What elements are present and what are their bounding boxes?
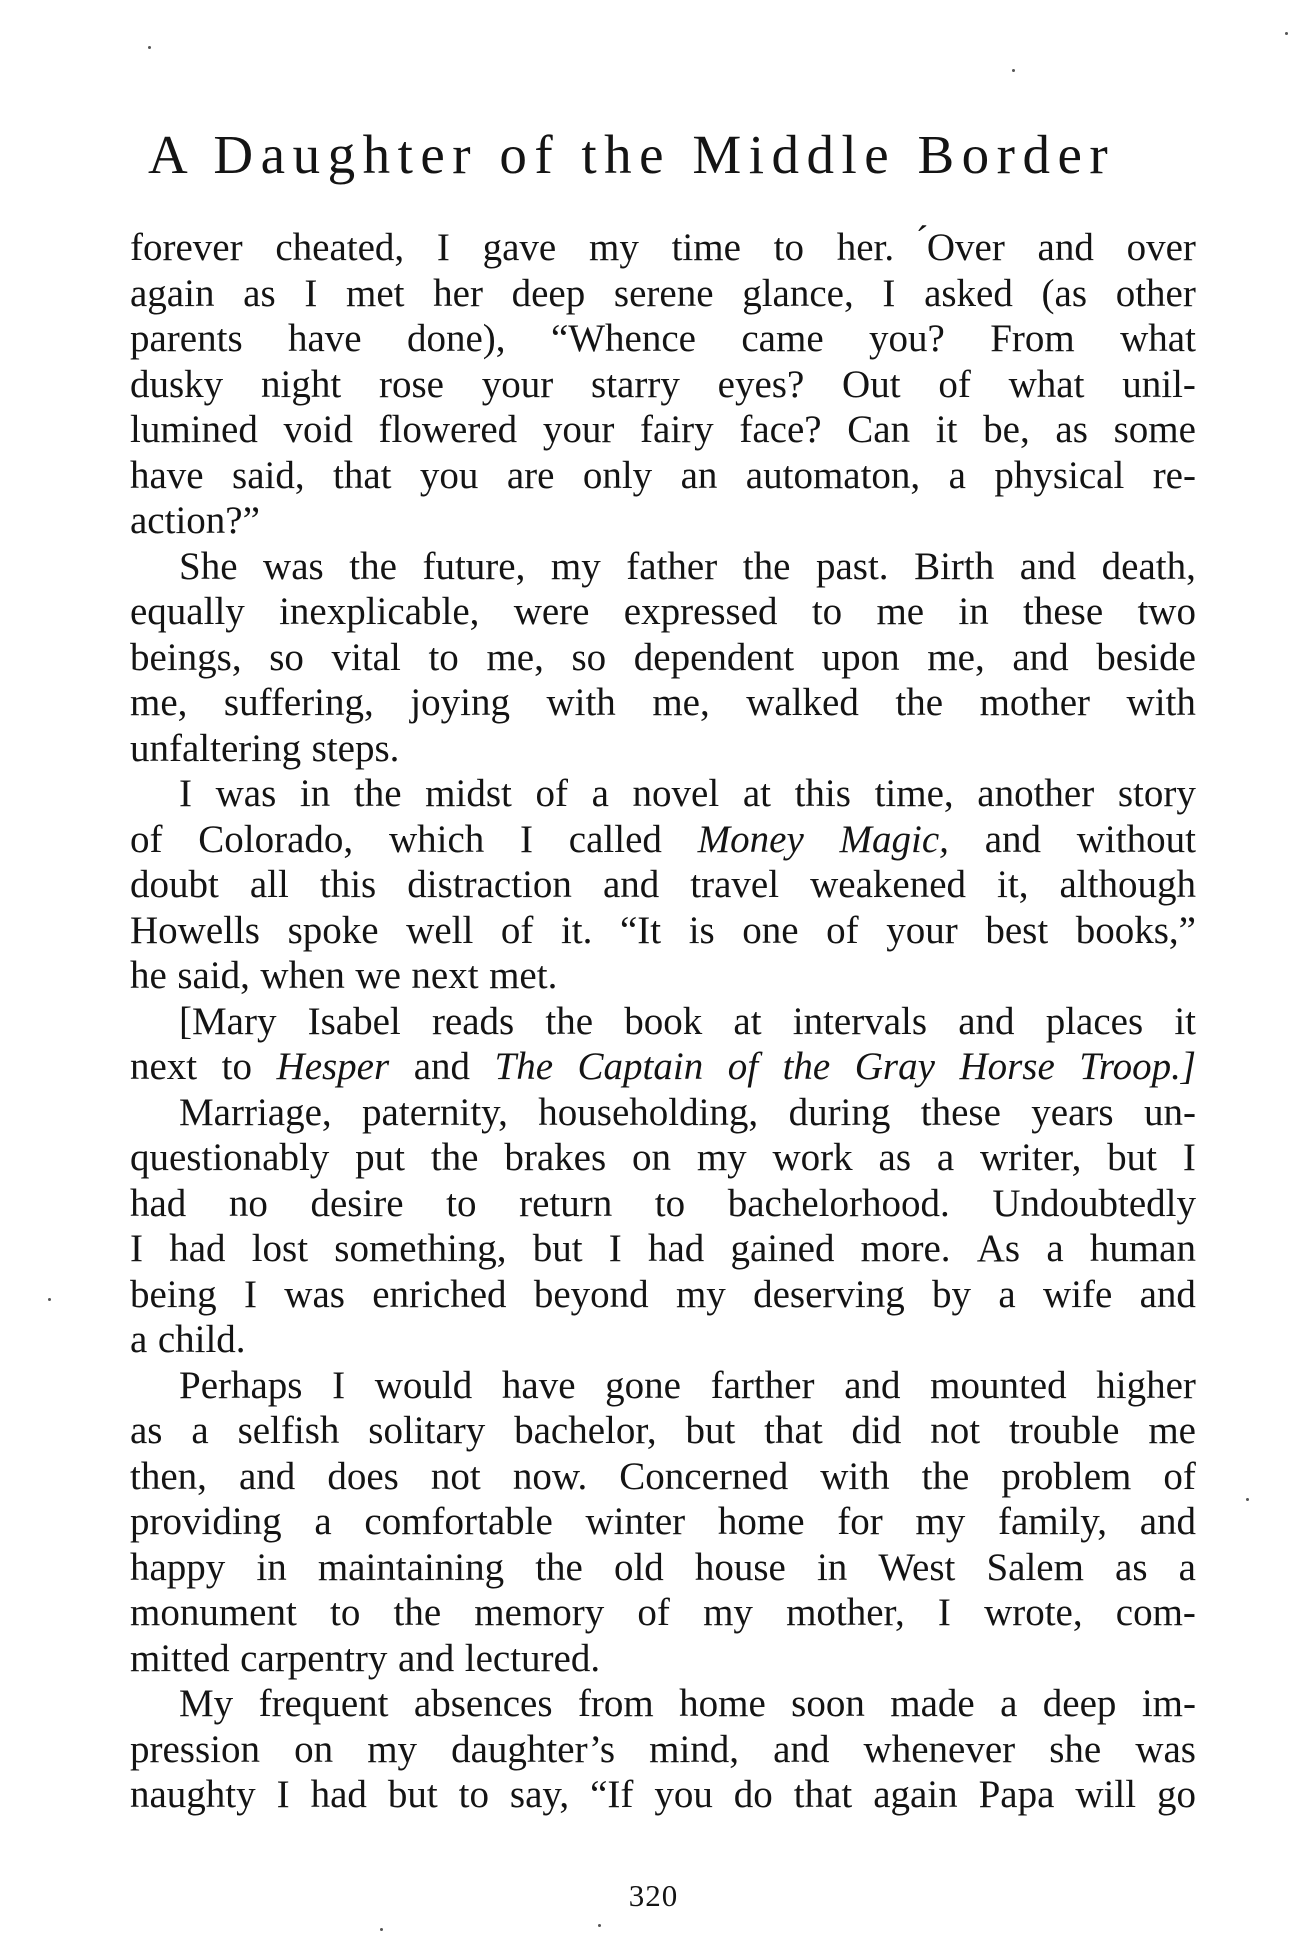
text-line: questionably put the brakes on my work as a writer, but I — [130, 1136, 1196, 1179]
text-line: mitted carpentry and lectured. — [130, 1636, 601, 1680]
text-line: of Colorado, which I called Money Magic, and without — [130, 817, 1196, 861]
scan-speck — [1012, 69, 1015, 72]
text-line: beings, so vital to me, so dependent upon me, and beside — [130, 635, 1196, 679]
text-line: dusky night rose your starry eyes? Out of what unil- — [130, 362, 1196, 406]
body-text — [130, 225, 1196, 1818]
text-line: have said, that you are only an automaton, a physical re- — [130, 453, 1196, 497]
running-head: A Daughter of the Middle Border — [148, 124, 1116, 185]
text-line: had no desire to return to bachelorhood. Undoubtedly — [130, 1181, 1196, 1225]
text-line: pression on my daughter’s mind, and whenever she was — [130, 1727, 1196, 1771]
text-line: Marriage, paternity, householding, during these years un- — [179, 1090, 1196, 1134]
scan-speck — [48, 1298, 51, 1301]
text-line: I had lost something, but I had gained more. As a human — [130, 1227, 1196, 1270]
text-line: lumined void flowered your fairy face? Can it be, as some — [130, 408, 1196, 451]
text-line: monument to the memory of my mother, I wrote, com- — [130, 1591, 1196, 1634]
text-line: being I was enriched beyond my deserving by a wife and — [130, 1272, 1196, 1316]
text-line: doubt all this distraction and travel weakened it, although — [130, 863, 1196, 906]
text-line: then, and does not now. Concerned with the problem of — [130, 1454, 1196, 1498]
text-line: unfaltering steps. — [130, 726, 400, 770]
scan-speck — [1285, 32, 1288, 35]
scan-speck — [148, 46, 151, 49]
text-line: [Mary Isabel reads the book at intervals and places it — [179, 999, 1196, 1043]
text-line: a child. — [130, 1318, 246, 1361]
text-line: as a selfish solitary bachelor, but that did not trouble me — [130, 1409, 1196, 1452]
page-number: 320 — [628, 1878, 679, 1913]
scan-speck — [380, 1928, 383, 1931]
text-line: he said, when we next met. — [130, 954, 558, 997]
scan-speck — [1246, 1498, 1249, 1501]
text-line: Howells spoke well of it. “It is one of your best books,” — [130, 908, 1196, 952]
text-line: parents have done), “Whence came you? From what — [130, 317, 1196, 360]
scan-speck — [598, 1924, 601, 1927]
text-line: again as I met her deep serene glance, I asked (as other — [130, 271, 1196, 315]
text-line: providing a comfortable winter home for my family, and — [130, 1500, 1196, 1543]
text-line: I was in the midst of a novel at this time, another story — [179, 772, 1196, 815]
text-line: next to Hesper and The Captain of the Gray Horse Troop.] — [130, 1045, 1196, 1088]
text-line: action?” — [130, 499, 260, 542]
text-line: me, suffering, joying with me, walked the mother with — [130, 681, 1196, 724]
text-line: My frequent absences from home soon made a deep im- — [179, 1682, 1196, 1725]
text-line: naughty I had but to say, “If you do that again Papa will go — [130, 1773, 1196, 1816]
text-line: happy in maintaining the old house in West Salem as a — [130, 1545, 1196, 1589]
text-line: forever cheated, I gave my time to her. ́Over and over — [130, 226, 1196, 269]
text-line: She was the future, my father the past. Birth and death, — [179, 544, 1196, 588]
text-line: equally inexplicable, were expressed to me in these two — [130, 590, 1196, 633]
text-line: Perhaps I would have gone farther and mounted higher — [179, 1363, 1196, 1407]
